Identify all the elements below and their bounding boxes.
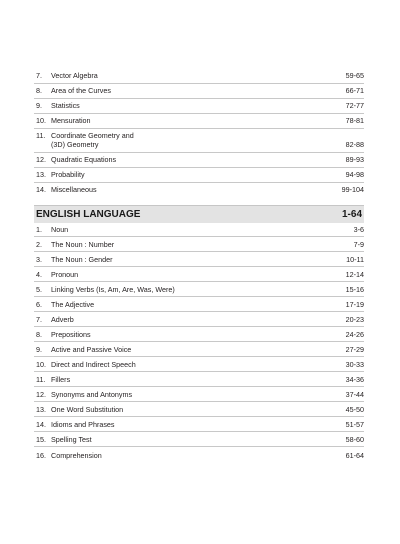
toc-entry-title: Area of the Curves — [51, 86, 111, 95]
toc-entry-title: Coordinate Geometry and (3D) Geometry — [51, 131, 134, 149]
toc-divider — [34, 416, 364, 417]
toc-entry-pages: 51-57 — [345, 420, 364, 429]
toc-entry-number: 11. — [36, 375, 46, 384]
toc-entry-pages: 45-50 — [345, 405, 364, 414]
toc-divider — [34, 182, 364, 183]
toc-entry-title: Synonyms and Antonyms — [51, 390, 133, 399]
toc-divider — [34, 167, 364, 168]
toc-entry-pages: 20-23 — [345, 315, 364, 324]
toc-entry-pages: 12-14 — [345, 270, 364, 279]
toc-entry-title: Probability — [51, 170, 85, 179]
toc-divider — [34, 83, 364, 84]
toc-entry-pages: 30-33 — [345, 360, 364, 369]
toc-entry — [34, 131, 364, 149]
toc-entry-pages: 72-77 — [345, 101, 364, 110]
toc-entry-number: 7. — [36, 71, 42, 80]
toc-entry-pages: 34-36 — [345, 375, 364, 384]
toc-entry-pages: 59-65 — [345, 71, 364, 80]
toc-entry-number: 12. — [36, 155, 46, 164]
toc-divider — [34, 296, 364, 297]
toc-entry-title: Statistics — [51, 101, 80, 110]
toc-divider — [34, 401, 364, 402]
toc-entry-pages: 24-26 — [345, 330, 364, 339]
toc-divider — [34, 98, 364, 99]
toc-entry-title: The Noun : Gender — [51, 255, 113, 264]
toc-entry-number: 6. — [36, 300, 42, 309]
section-page-range: 1-64 — [341, 209, 362, 220]
toc-entry-title: Quadratic Equations — [51, 155, 117, 164]
toc-entry-title: Noun — [51, 225, 69, 234]
section-header-english-language — [34, 205, 364, 223]
toc-entry-title: Active and Passive Voice — [51, 345, 132, 354]
toc-divider — [34, 341, 364, 342]
toc-divider — [34, 251, 364, 252]
toc-entry-title: Pronoun — [51, 270, 79, 279]
toc-entry-number: 1. — [36, 225, 42, 234]
toc-entry-number: 9. — [36, 101, 42, 110]
toc-entry-pages: 82-88 — [345, 140, 364, 149]
toc-divider — [34, 371, 364, 372]
toc-divider — [34, 281, 364, 282]
toc-entry-title: Prepositions — [51, 330, 91, 339]
toc-entry-title: Miscellaneous — [51, 185, 97, 194]
toc-entry-title: Adverb — [51, 315, 74, 324]
toc-divider — [34, 152, 364, 153]
toc-entry-pages: 27-29 — [345, 345, 364, 354]
toc-entry-title: Linking Verbs (Is, Am, Are, Was, Were) — [51, 285, 175, 294]
toc-entry-pages: 78-81 — [345, 116, 364, 125]
toc-entry-number: 4. — [36, 270, 42, 279]
toc-entry — [34, 451, 364, 496]
toc-entry-pages: 3-6 — [353, 225, 364, 234]
toc-entry-number: 3. — [36, 255, 42, 264]
toc-entry-number: 16. — [36, 451, 46, 460]
toc-entry-number: 5. — [36, 285, 42, 294]
toc-entry-number: 14. — [36, 420, 46, 429]
toc-entry-number: 15. — [36, 435, 46, 444]
toc-entry-number: 7. — [36, 315, 42, 324]
toc-entry-title: Spelling Test — [51, 435, 92, 444]
toc-entry-number: 11. — [36, 131, 46, 140]
toc-entry-title: The Noun : Number — [51, 240, 115, 249]
toc-divider — [34, 446, 364, 447]
toc-entry-pages: 7-9 — [353, 240, 364, 249]
toc-entry-number: 13. — [36, 405, 46, 414]
toc-entry-title: Fillers — [51, 375, 71, 384]
toc-entry-pages: 61-64 — [345, 451, 364, 460]
toc-entry-title: Vector Algebra — [51, 71, 98, 80]
toc-divider — [34, 113, 364, 114]
section-title: ENGLISH LANGUAGE — [36, 209, 141, 220]
toc-entry-title: Mensuration — [51, 116, 91, 125]
toc-entry-number: 10. — [36, 116, 46, 125]
toc-entry-title: Direct and Indirect Speech — [51, 360, 136, 369]
toc-entry-title: One Word Substitution — [51, 405, 124, 414]
toc-entry-pages: 17-19 — [345, 300, 364, 309]
toc-divider — [34, 356, 364, 357]
toc-entry-title: The Adjective — [51, 300, 95, 309]
toc-entry-number: 13. — [36, 170, 46, 179]
toc-entry-pages: 15-16 — [345, 285, 364, 294]
toc-entry-pages: 66-71 — [345, 86, 364, 95]
toc-entry-title: Comprehension — [51, 451, 102, 460]
toc-divider — [34, 236, 364, 237]
toc-divider — [34, 386, 364, 387]
toc-entry-number: 10. — [36, 360, 46, 369]
toc-entry-pages: 37-44 — [345, 390, 364, 399]
toc-entry-pages: 10-11 — [346, 255, 364, 264]
toc-divider — [34, 431, 364, 432]
toc-entry-number: 9. — [36, 345, 42, 354]
toc-entry-number: 2. — [36, 240, 42, 249]
toc-entry-number: 12. — [36, 390, 46, 399]
toc-divider — [34, 311, 364, 312]
toc-entry-number: 8. — [36, 330, 42, 339]
toc-divider — [34, 266, 364, 267]
toc-entry-number: 14. — [36, 185, 46, 194]
toc-entry-pages: 58-60 — [345, 435, 364, 444]
toc-entry-pages: 89-93 — [345, 155, 364, 164]
toc-divider — [34, 128, 364, 129]
toc-entry-number: 8. — [36, 86, 42, 95]
toc-divider — [34, 326, 364, 327]
toc-entry-title: Idioms and Phrases — [51, 420, 115, 429]
toc-entry-pages: 99-104 — [341, 185, 364, 194]
toc-entry-pages: 94-98 — [345, 170, 364, 179]
